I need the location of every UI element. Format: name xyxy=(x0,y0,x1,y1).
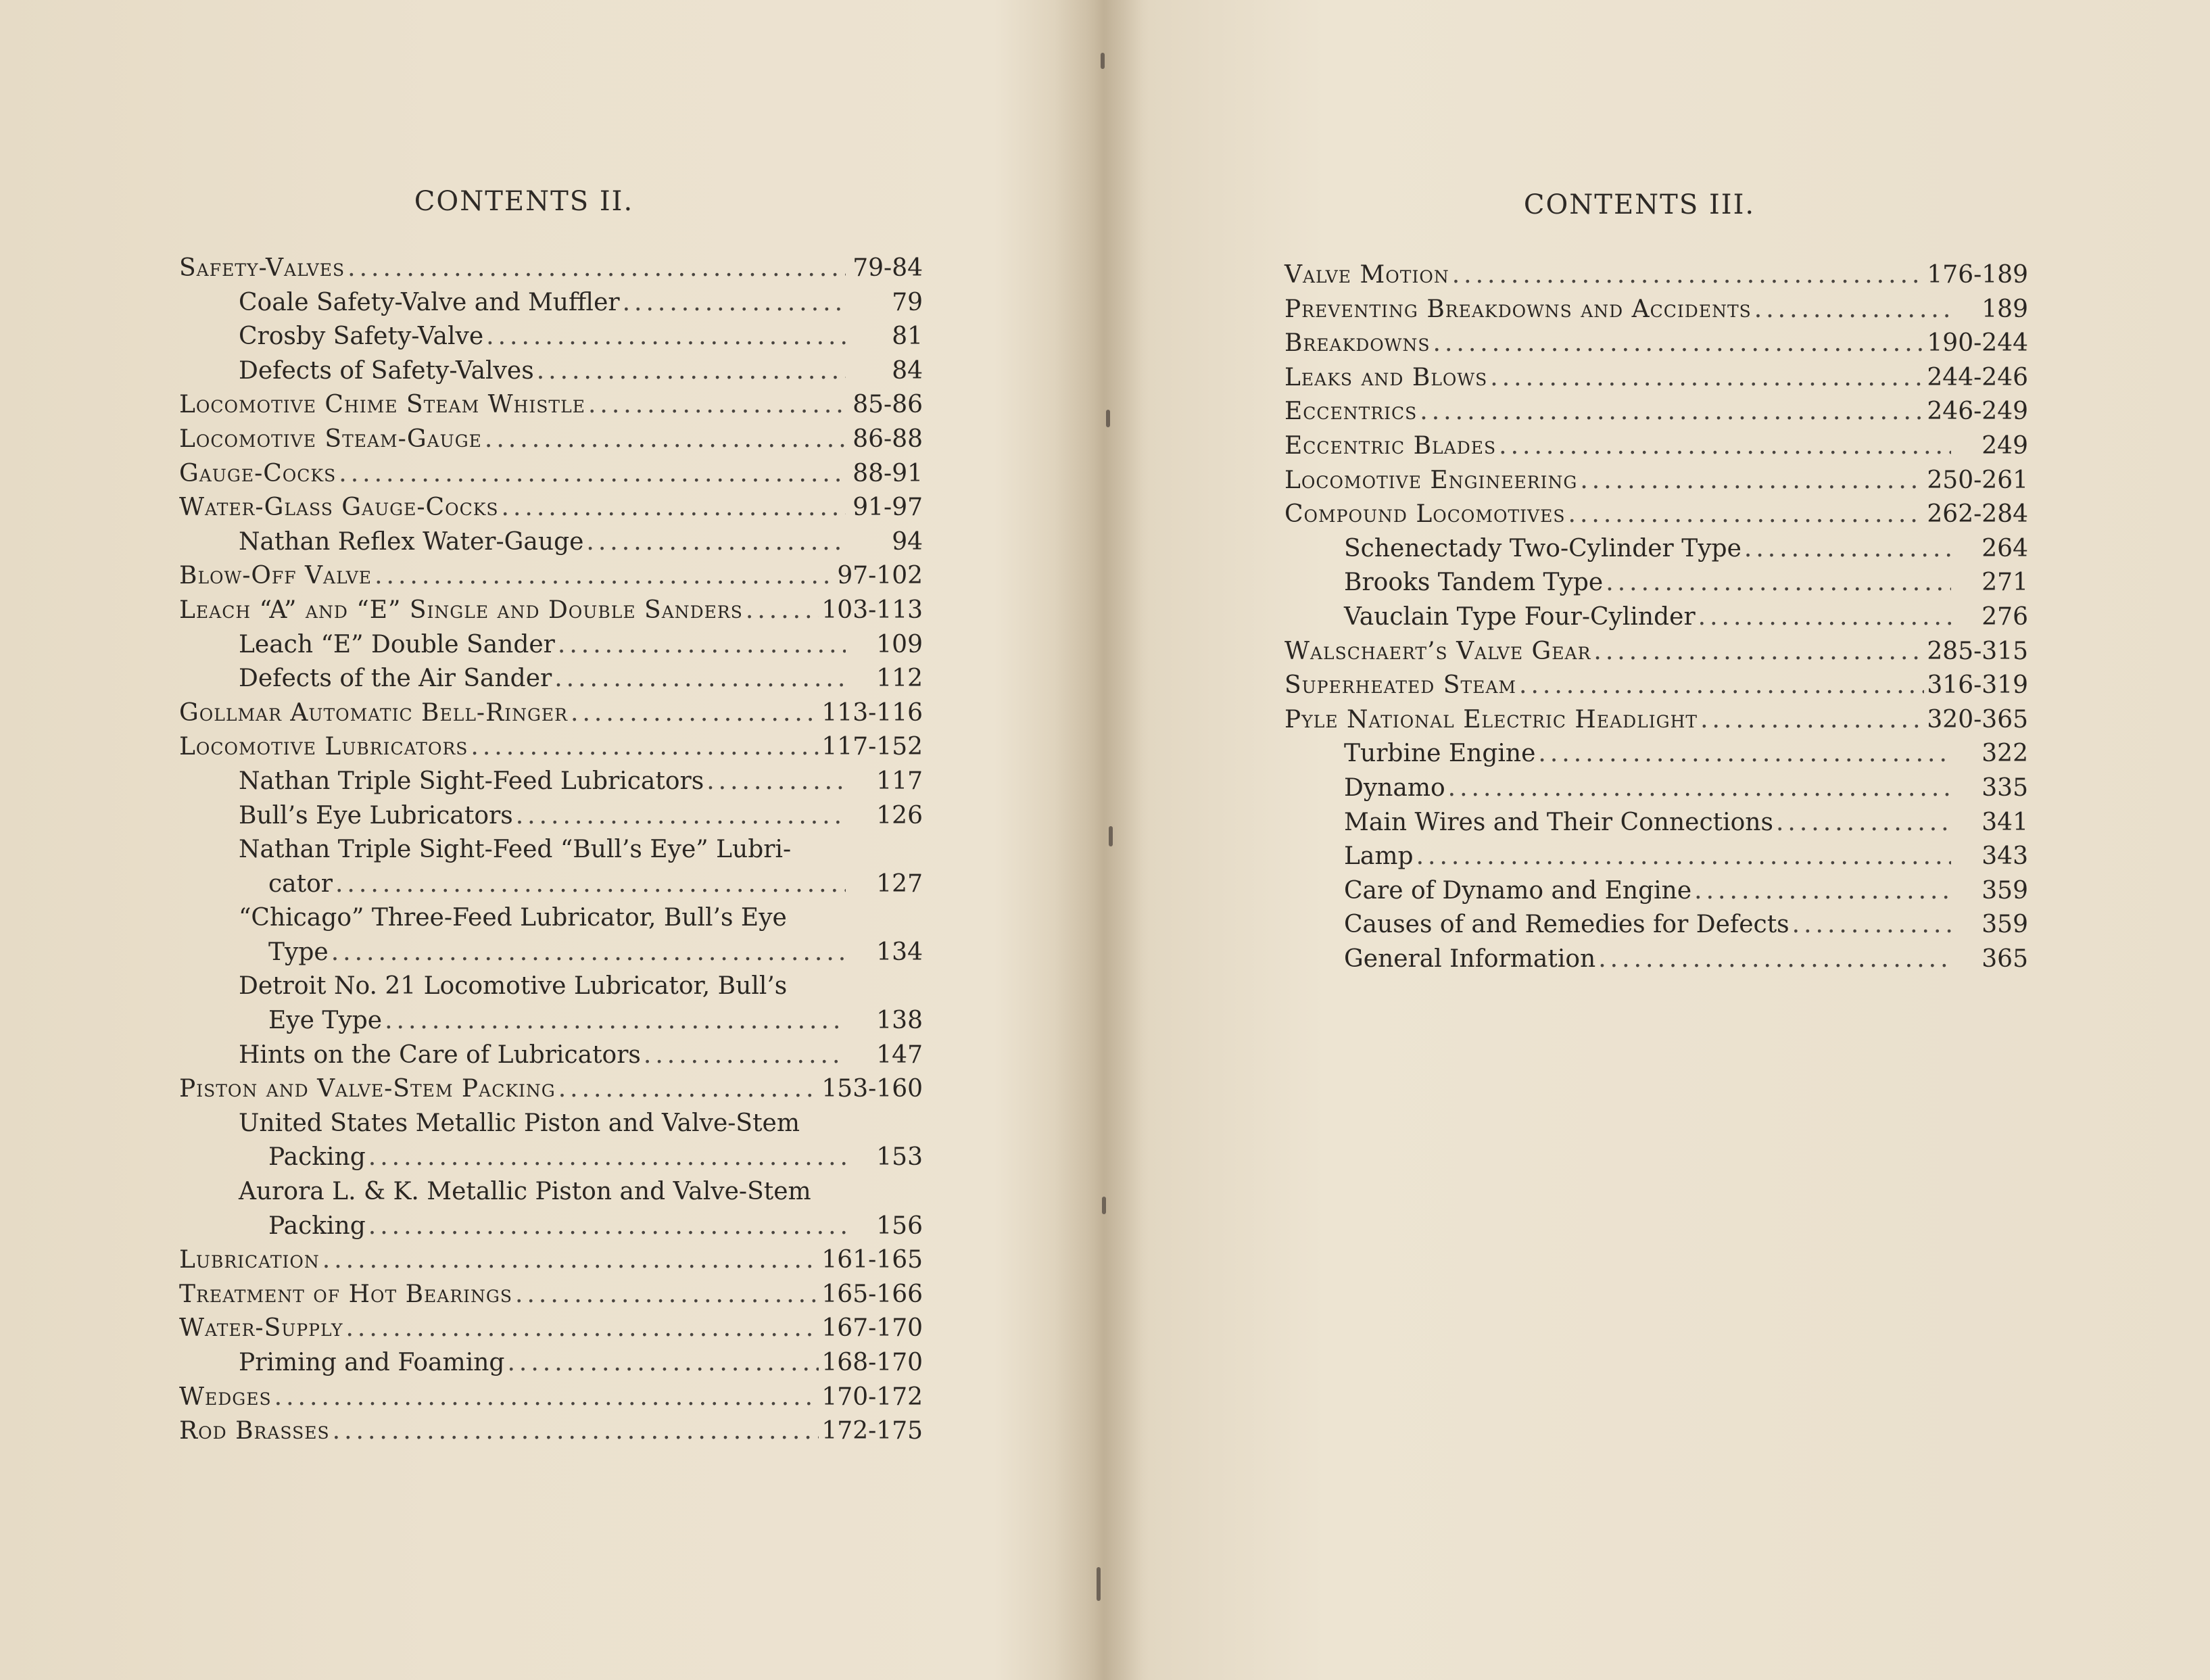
leader-dots xyxy=(1416,840,1951,874)
table-of-contents xyxy=(179,251,923,1449)
leader-dots xyxy=(1580,464,1924,498)
toc-entry-title: Gauge-Cocks xyxy=(179,459,337,487)
toc-entry-title: “Chicago” Three-Feed Lubricator, Bull’s Eye xyxy=(239,904,787,932)
leader-dots xyxy=(368,1209,846,1244)
toc-entry xyxy=(179,1209,923,1244)
toc-entry-pages: 359 xyxy=(1981,911,2028,939)
leader-dots xyxy=(1433,327,1925,361)
toc-entry xyxy=(1284,635,2028,669)
toc-entry-pages: 153-160 xyxy=(821,1075,923,1103)
toc-entry-pages: 117-152 xyxy=(821,733,923,761)
toc-entry-title: Water-Glass Gauge-Cocks xyxy=(179,494,499,522)
toc-entry-title: United States Metallic Piston and Valve-Stem xyxy=(239,1109,800,1137)
toc-entry xyxy=(179,251,923,286)
leader-dots xyxy=(385,1004,846,1038)
toc-entry-pages: 84 xyxy=(892,356,923,385)
toc-entry-title: Piston and Valve-Stem Packing xyxy=(179,1075,556,1103)
toc-entry-pages: 365 xyxy=(1981,944,2028,973)
contents-heading: CONTENTS II. xyxy=(414,186,634,217)
toc-entry-pages: 246-249 xyxy=(1927,398,2028,426)
toc-entry xyxy=(1284,429,2028,464)
toc-entry-title: Nathan Reflex Water-Gauge xyxy=(239,527,584,556)
toc-entry xyxy=(179,525,923,560)
toc-entry xyxy=(1284,293,2028,327)
toc-entry-pages: 176-189 xyxy=(1927,261,2028,289)
toc-entry xyxy=(179,696,923,731)
toc-entry-title: Brooks Tandem Type xyxy=(1344,569,1604,597)
toc-entry xyxy=(1284,840,2028,874)
leader-dots xyxy=(1792,908,1951,942)
toc-entry-pages: 117 xyxy=(876,767,923,795)
toc-entry-title: Leach “A” and “E” Single and Double Sanders xyxy=(179,596,743,624)
toc-entry-title: Main Wires and Their Connections xyxy=(1344,808,1773,836)
leader-dots xyxy=(1598,942,1951,977)
leader-dots xyxy=(331,936,846,970)
toc-entry-pages: 113-116 xyxy=(821,698,923,727)
toc-entry-pages: 285-315 xyxy=(1927,637,2028,665)
leader-dots xyxy=(746,594,819,628)
toc-entry xyxy=(179,1278,923,1312)
toc-entry xyxy=(1284,600,2028,635)
toc-entry-pages: 190-244 xyxy=(1927,329,2028,358)
toc-entry-pages: 359 xyxy=(1981,876,2028,905)
toc-entry xyxy=(1284,532,2028,567)
toc-entry-title: Defects of the Air Sander xyxy=(239,665,552,693)
toc-entry xyxy=(179,457,923,491)
toc-entry-title: Nathan Triple Sight-Feed Lubricators xyxy=(239,767,704,795)
leader-dots xyxy=(1538,737,1951,771)
toc-entry-pages: 316-319 xyxy=(1927,671,2028,700)
leader-dots xyxy=(1452,258,1925,293)
toc-entry-title: Detroit No. 21 Locomotive Lubricator, Bull’s xyxy=(239,972,788,1001)
toc-entry xyxy=(179,799,923,834)
toc-entry-title: Aurora L. & K. Metallic Piston and Valve-Stem xyxy=(239,1178,811,1206)
toc-entry-title: Priming and Foaming xyxy=(239,1349,505,1376)
toc-entry xyxy=(1284,258,2028,293)
toc-entry-title: Locomotive Steam-Gauge xyxy=(179,425,482,453)
toc-entry-title: Superheated Steam xyxy=(1284,671,1517,700)
leader-dots xyxy=(516,799,846,834)
leader-dots xyxy=(1606,566,1951,600)
toc-entry-pages: 79-84 xyxy=(852,254,923,282)
toc-entry-pages: 94 xyxy=(892,527,923,556)
leader-dots xyxy=(1593,635,1924,669)
toc-entry-pages: 262-284 xyxy=(1927,500,2028,529)
toc-entry xyxy=(179,423,923,457)
toc-entry-pages: 147 xyxy=(876,1040,923,1069)
binding-thread-mark xyxy=(1101,53,1105,69)
toc-entry-title: Wedges xyxy=(179,1383,272,1411)
toc-entry-title: Valve Motion xyxy=(1284,261,1449,289)
toc-entry-pages: 97-102 xyxy=(837,562,923,590)
toc-entry-title: Turbine Engine xyxy=(1344,740,1536,768)
toc-entry-pages: 322 xyxy=(1981,740,2028,768)
toc-entry-title: Lubrication xyxy=(179,1246,320,1274)
toc-entry xyxy=(179,1243,923,1278)
toc-entry-title: Schenectady Two-Cylinder Type xyxy=(1344,534,1741,562)
toc-entry-pages: 126 xyxy=(876,801,923,830)
toc-entry-pages: 86-88 xyxy=(852,425,923,453)
toc-entry xyxy=(1284,361,2028,395)
toc-entry xyxy=(179,1381,923,1415)
toc-entry xyxy=(179,286,923,320)
toc-entry-title: Walschaert’s Valve Gear xyxy=(1284,637,1591,665)
toc-entry xyxy=(1284,942,2028,977)
toc-entry-title: Water-Supply xyxy=(179,1314,343,1343)
leader-dots xyxy=(322,1243,819,1278)
leader-dots xyxy=(485,423,846,457)
leader-dots xyxy=(623,286,846,320)
toc-entry xyxy=(1284,703,2028,738)
toc-entry-title: Gollmar Automatic Bell-Ringer xyxy=(179,698,568,727)
leader-dots xyxy=(339,457,846,491)
toc-entry-title-continued: Packing xyxy=(268,1143,366,1172)
toc-entry-pages: 161-165 xyxy=(821,1246,923,1274)
toc-entry-title: Rod Brasses xyxy=(179,1417,330,1445)
leader-dots xyxy=(586,525,846,560)
toc-entry xyxy=(179,867,923,902)
leader-dots xyxy=(1519,669,1924,703)
toc-entry xyxy=(179,388,923,423)
toc-entry xyxy=(179,662,923,696)
toc-entry-pages: 153 xyxy=(876,1143,923,1172)
toc-entry-pages: 85-86 xyxy=(852,391,923,419)
toc-entry-title: Leach “E” Double Sander xyxy=(239,630,555,658)
leader-dots xyxy=(368,1141,846,1175)
leader-dots xyxy=(1490,361,1924,395)
toc-entry-title: Coale Safety-Valve and Muffler xyxy=(239,288,620,316)
leader-dots xyxy=(1420,395,1924,429)
toc-entry-title: Nathan Triple Sight-Feed “Bull’s Eye” Lubri- xyxy=(239,836,792,864)
leader-dots xyxy=(274,1381,819,1415)
toc-entry-pages: 103-113 xyxy=(821,596,923,624)
contents-heading: CONTENTS III. xyxy=(1523,189,1756,220)
leader-dots xyxy=(1448,771,1951,806)
toc-entry-title: Vauclain Type Four-Cylinder xyxy=(1344,602,1696,631)
toc-entry-title-continued: Type xyxy=(268,938,329,966)
toc-entry-title-continued: cator xyxy=(268,869,333,898)
toc-entry-pages: 112 xyxy=(876,665,923,693)
toc-entry-title: Preventing Breakdowns and Accidents xyxy=(1284,295,1752,323)
toc-entry-pages: 343 xyxy=(1981,842,2028,871)
toc-entry-title: Care of Dynamo and Engine xyxy=(1344,876,1692,905)
toc-entry xyxy=(1284,806,2028,840)
toc-entry-title: Defects of Safety-Valves xyxy=(239,356,534,385)
toc-entry-title: Bull’s Eye Lubricators xyxy=(239,801,513,830)
toc-entry-title: Locomotive Engineering xyxy=(1284,466,1578,494)
toc-entry xyxy=(179,1141,923,1175)
toc-entry xyxy=(1284,874,2028,909)
toc-entry-pages: 271 xyxy=(1981,569,2028,597)
toc-entry xyxy=(179,491,923,525)
binding-thread-mark xyxy=(1106,410,1110,427)
toc-entry-pages: 156 xyxy=(876,1211,923,1240)
leader-dots xyxy=(644,1038,846,1073)
toc-entry-pages: 138 xyxy=(876,1007,923,1035)
leader-dots xyxy=(558,1072,819,1107)
toc-entry xyxy=(1284,771,2028,806)
leader-dots xyxy=(1698,600,1951,635)
toc-entry-title: General Information xyxy=(1344,944,1596,973)
toc-entry-pages: 134 xyxy=(876,938,923,966)
leader-dots xyxy=(375,559,834,594)
toc-entry xyxy=(179,594,923,628)
toc-entry xyxy=(1284,327,2028,361)
leader-dots xyxy=(1568,498,1925,532)
toc-entry xyxy=(179,354,923,389)
toc-entry-title: Breakdowns xyxy=(1284,329,1431,358)
toc-entry xyxy=(1284,737,2028,771)
toc-entry-title-continued: Packing xyxy=(268,1211,366,1240)
toc-entry-title: Causes of and Remedies for Defects xyxy=(1344,911,1789,939)
toc-entry-title: Blow-Off Valve xyxy=(179,562,373,590)
toc-entry-pages: 109 xyxy=(876,630,923,658)
toc-entry-pages: 91-97 xyxy=(852,494,923,522)
leader-dots xyxy=(486,320,846,354)
toc-entry-pages: 81 xyxy=(892,322,923,351)
toc-entry-title: Dynamo xyxy=(1344,773,1445,802)
leader-dots xyxy=(1694,874,1951,909)
toc-entry-title: Leaks and Blows xyxy=(1284,363,1488,391)
toc-entry-pages: 88-91 xyxy=(852,459,923,487)
book-gutter xyxy=(1055,0,1143,1680)
leader-dots xyxy=(558,628,846,663)
toc-entry xyxy=(1284,908,2028,942)
table-of-contents xyxy=(1284,258,2028,976)
binding-thread-mark xyxy=(1109,826,1113,846)
leader-dots xyxy=(571,696,819,731)
left-page xyxy=(179,0,923,1680)
leader-dots xyxy=(507,1346,819,1381)
leader-dots xyxy=(706,765,846,799)
toc-entry-pages: 168-170 xyxy=(821,1349,923,1376)
toc-entry xyxy=(179,1038,923,1073)
toc-entry-pages: 165-166 xyxy=(821,1280,923,1308)
right-page xyxy=(1284,0,2028,1680)
toc-entry xyxy=(179,936,923,970)
toc-entry xyxy=(1284,395,2028,429)
toc-entry-pages: 172-175 xyxy=(821,1417,923,1445)
toc-entry-pages: 79 xyxy=(892,288,923,316)
toc-entry-title: Crosby Safety-Valve xyxy=(239,322,484,351)
toc-entry xyxy=(179,765,923,799)
leader-dots xyxy=(1700,703,1924,738)
toc-entry-pages: 335 xyxy=(1981,773,2028,802)
toc-entry-pages: 276 xyxy=(1981,602,2028,631)
leader-dots xyxy=(1744,532,1951,567)
toc-entry xyxy=(1284,464,2028,498)
toc-entry xyxy=(179,628,923,663)
leader-dots xyxy=(1754,293,1951,327)
toc-entry-title: Treatment of Hot Bearings xyxy=(179,1280,513,1308)
toc-entry-pages: 170-172 xyxy=(821,1383,923,1411)
leader-dots xyxy=(347,251,846,286)
toc-entry-title: Eccentric Blades xyxy=(1284,431,1497,460)
toc-entry-title: Lamp xyxy=(1344,842,1414,871)
toc-entry-pages: 341 xyxy=(1981,808,2028,836)
toc-entry-title: Safety-Valves xyxy=(179,254,345,282)
toc-entry-pages: 250-261 xyxy=(1927,466,2028,494)
leader-dots xyxy=(554,662,846,696)
leader-dots xyxy=(335,867,846,902)
toc-entry-pages: 320-365 xyxy=(1927,705,2028,734)
leader-dots xyxy=(471,730,819,765)
leader-dots xyxy=(1499,429,1951,464)
toc-entry-title-continued: Eye Type xyxy=(268,1007,383,1035)
toc-entry-title: Compound Locomotives xyxy=(1284,500,1566,529)
toc-entry xyxy=(179,1004,923,1038)
leader-dots xyxy=(333,1414,819,1449)
toc-entry-pages: 249 xyxy=(1981,431,2028,460)
toc-entry xyxy=(1284,566,2028,600)
leader-dots xyxy=(588,388,846,423)
toc-entry-title: Locomotive Chime Steam Whistle xyxy=(179,391,585,419)
toc-entry xyxy=(179,730,923,765)
toc-entry-title: Pyle National Electric Headlight xyxy=(1284,705,1698,734)
toc-entry-pages: 189 xyxy=(1981,295,2028,323)
toc-entry-pages: 264 xyxy=(1981,534,2028,562)
toc-entry xyxy=(1284,498,2028,532)
toc-entry xyxy=(179,1346,923,1381)
toc-entry-title: Hints on the Care of Lubricators xyxy=(239,1040,641,1069)
toc-entry xyxy=(1284,669,2028,703)
leader-dots xyxy=(537,354,846,389)
toc-entry-pages: 127 xyxy=(876,869,923,898)
leader-dots xyxy=(515,1278,819,1312)
toc-entry xyxy=(179,320,923,354)
toc-entry xyxy=(179,1312,923,1346)
leader-dots xyxy=(1776,806,1951,840)
toc-entry-pages: 167-170 xyxy=(821,1314,923,1343)
binding-thread-mark xyxy=(1097,1567,1101,1601)
leader-dots xyxy=(345,1312,819,1346)
toc-entry-title: Eccentrics xyxy=(1284,398,1418,426)
leader-dots xyxy=(502,491,846,525)
toc-entry xyxy=(179,1414,923,1449)
toc-entry-pages: 244-246 xyxy=(1927,363,2028,391)
toc-entry xyxy=(179,1072,923,1107)
toc-entry-title: Locomotive Lubricators xyxy=(179,733,469,761)
binding-thread-mark xyxy=(1102,1197,1106,1214)
toc-entry xyxy=(179,559,923,594)
